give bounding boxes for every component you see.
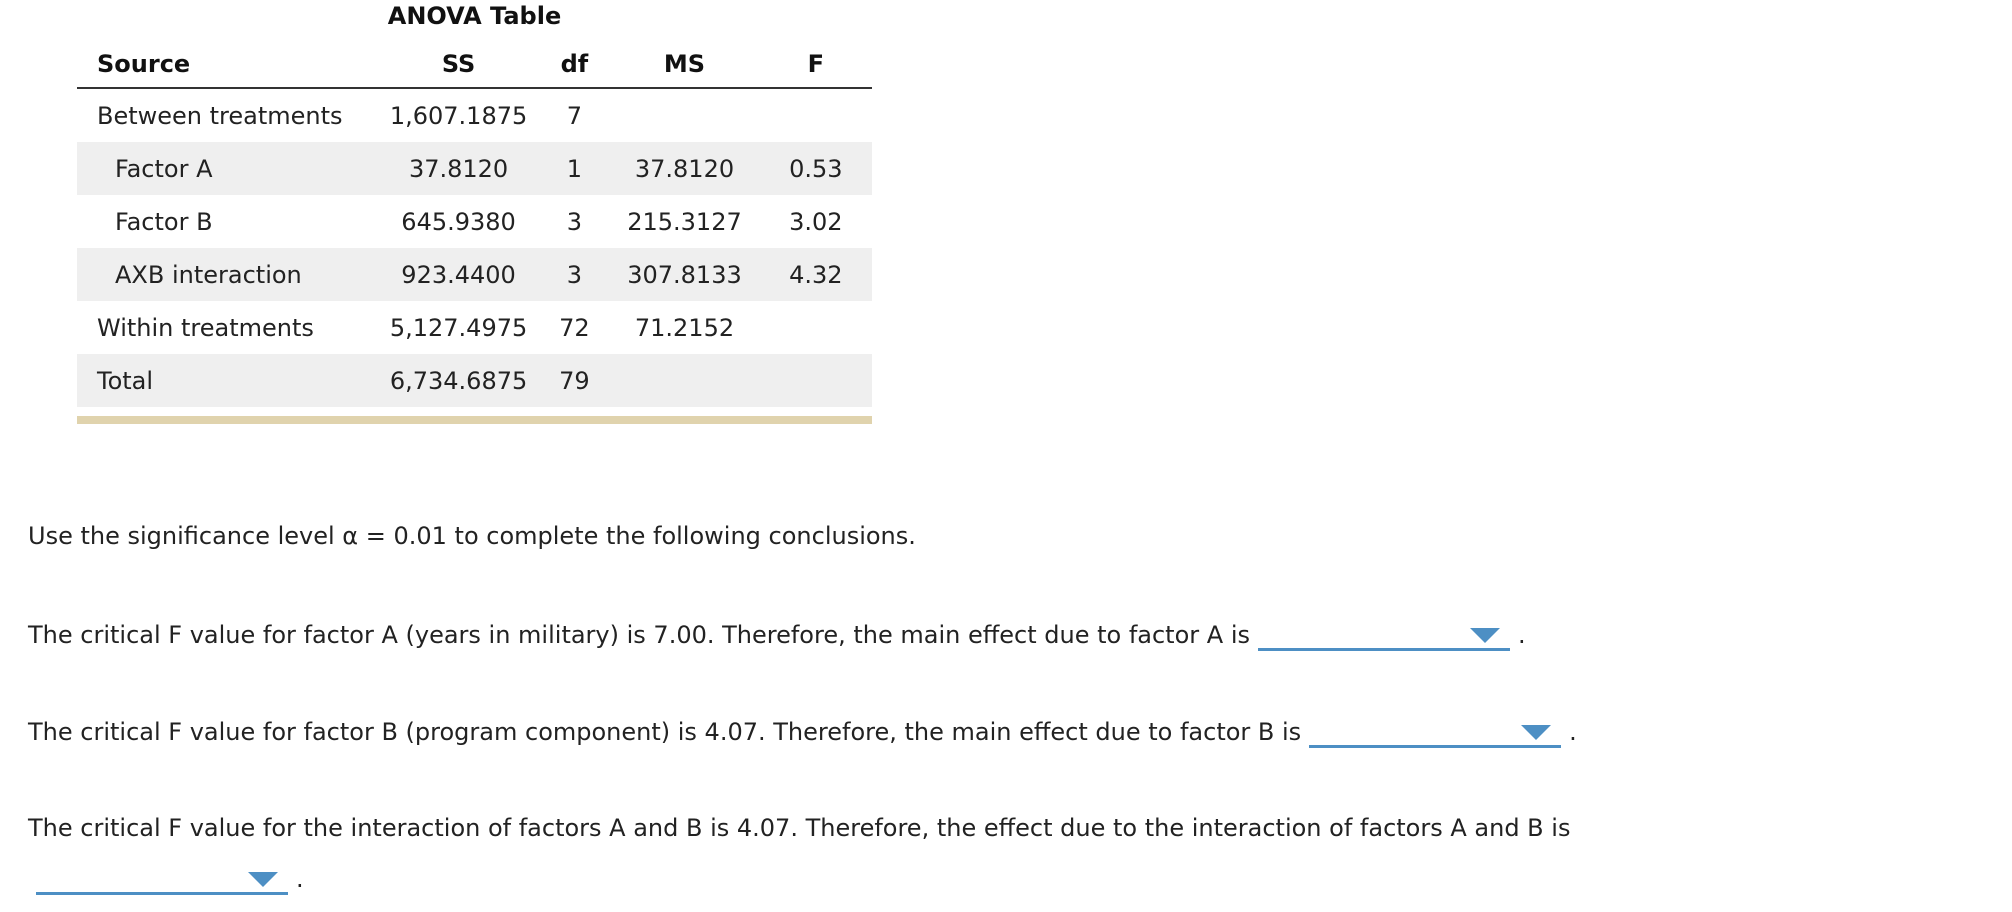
factor-a-conclusion-dropdown[interactable]	[1258, 620, 1510, 651]
question-factor-b	[28, 717, 1577, 748]
table-footer-bar	[77, 416, 872, 424]
table-row	[77, 248, 872, 301]
row-f	[760, 301, 872, 354]
row-source: Factor B	[115, 207, 213, 236]
table-title: ANOVA Table	[387, 2, 562, 30]
row-f: 0.53	[760, 142, 872, 195]
row-ss: 5,127.4975	[389, 313, 528, 342]
instructions-text: Use the significance level α = 0.01 to complete the following conclusions.	[28, 522, 916, 550]
row-source: Between treatments	[97, 101, 343, 130]
row-ss: 923.4400	[378, 248, 540, 301]
factor-b-conclusion-dropdown[interactable]	[1309, 717, 1561, 748]
interaction-dropdown-line	[36, 864, 304, 895]
row-source: Total	[77, 354, 378, 407]
sentence-end: .	[1569, 718, 1577, 746]
question-text: The critical F value for the interaction of factors A and B is 4.07. Therefore, the effect due to the interaction of factors A and B is	[28, 814, 1571, 842]
interaction-conclusion-dropdown[interactable]	[36, 864, 288, 895]
question-interaction	[28, 814, 1570, 842]
row-ms: 215.3127	[627, 207, 742, 236]
header-df: df	[539, 40, 609, 88]
row-ss: 6,734.6875	[378, 354, 540, 407]
sentence-end: .	[296, 865, 304, 893]
header-f: F	[760, 40, 872, 88]
anova-table	[77, 40, 872, 407]
question-text: The critical F value for factor A (years in military) is 7.00. Therefore, the main effect due to factor A is	[28, 621, 1250, 649]
header-source: Source	[77, 40, 378, 88]
row-ms	[609, 354, 759, 407]
question-text: The critical F value for factor B (program component) is 4.07. Therefore, the main effect due to factor B is	[28, 718, 1302, 746]
row-source: AXB interaction	[77, 248, 378, 301]
header-ss: SS	[378, 40, 540, 88]
row-df: 7	[566, 101, 583, 130]
row-source: Within treatments	[97, 313, 314, 342]
table-row	[77, 142, 872, 195]
row-df: 3	[539, 248, 609, 301]
row-df: 79	[539, 354, 609, 407]
row-f: 4.32	[760, 248, 872, 301]
row-f	[760, 88, 872, 142]
row-f: 3.02	[789, 207, 843, 236]
table-header-row	[77, 40, 872, 88]
table-row	[77, 354, 872, 407]
row-ms: 71.2152	[634, 313, 735, 342]
row-df: 3	[566, 207, 583, 236]
row-ms: 307.8133	[609, 248, 759, 301]
row-ms: 37.8120	[609, 142, 759, 195]
table-row	[77, 301, 872, 354]
row-ss: 645.9380	[401, 207, 516, 236]
sentence-end: .	[1517, 621, 1526, 649]
row-f	[760, 354, 872, 407]
chevron-down-icon	[248, 872, 278, 887]
row-df: 72	[559, 313, 590, 342]
row-source: Factor A	[77, 142, 378, 195]
chevron-down-icon	[1470, 628, 1500, 643]
row-ss: 37.8120	[378, 142, 540, 195]
row-ss: 1,607.1875	[389, 101, 528, 130]
question-factor-a	[28, 620, 1526, 651]
row-df: 1	[539, 142, 609, 195]
header-ms: MS	[609, 40, 759, 88]
table-row	[77, 88, 872, 142]
table-row	[77, 195, 872, 248]
row-ms	[609, 88, 759, 142]
chevron-down-icon	[1521, 725, 1551, 740]
